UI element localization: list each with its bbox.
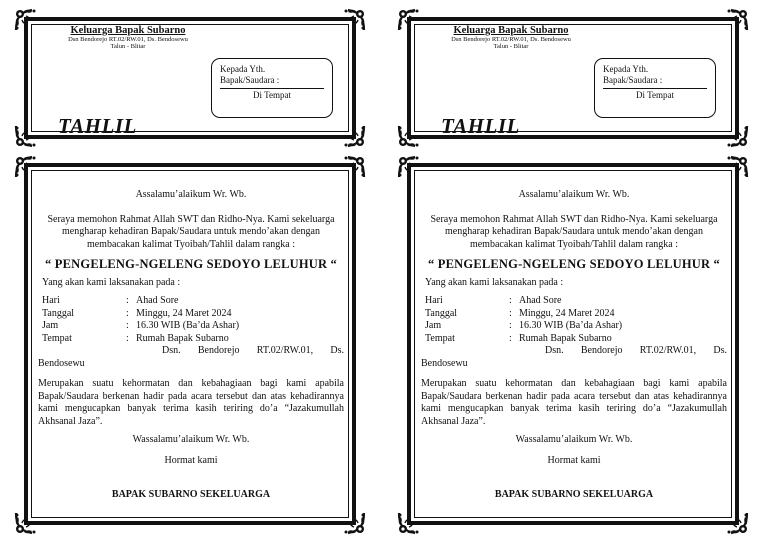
place-label: Di Tempat xyxy=(253,89,291,100)
floral-corner-ornament-icon xyxy=(14,511,38,535)
closing-greeting: Wassalamu’alaikum Wr. Wb. xyxy=(132,434,250,446)
closing-greeting: Wassalamu’alaikum Wr. Wb. xyxy=(515,434,633,446)
event-type-title: TAHLIL xyxy=(441,114,520,138)
floral-corner-ornament-icon xyxy=(397,8,421,32)
recipient-address-box xyxy=(594,58,716,118)
detail-row-place: Tempat : Rumah Bapak Subarno xyxy=(425,332,612,344)
recipient-line xyxy=(603,88,707,89)
invitation-copy-right xyxy=(389,0,761,543)
regards: Hormat kami xyxy=(164,454,218,466)
envelope-panel xyxy=(397,8,749,148)
signature: BAPAK SUBARNO SEKELUARGA xyxy=(494,489,654,501)
intro-paragraph: Seraya memohon Rahmat Allah SWT dan Ridho-Nya. Kami sekeluarga mengharap kehadiran Bapak/Saudara untuk mendo’akan dengan membacakan kalimat Tyoibah/Tahlil dalam rangka : xyxy=(47,213,335,250)
floral-corner-ornament-icon xyxy=(14,155,38,179)
closing-paragraph: Merupakan suatu kehormatan dan kebahagiaan bagi kami apabila Bapak/Saudara berkenan hadir pada acara tersebut dan atas kehadirannya kami mengucapkan banyak terima kasih teriring do’a “Jazakumullah Akhsanal Jaza”. xyxy=(38,378,344,427)
invitation-body xyxy=(38,189,344,502)
address-line: Dsn. Bendorejo RT.02/RW.01, Ds. xyxy=(162,345,344,357)
sender-name: Keluarga Bapak Subarno xyxy=(453,25,569,36)
detail-row-day: Hari : Ahad Sore xyxy=(425,295,562,307)
to-label: Kepada Yth. xyxy=(603,64,649,74)
sender-name: Keluarga Bapak Subarno xyxy=(70,25,186,36)
floral-corner-ornament-icon xyxy=(397,511,421,535)
invite-line: Yang akan kami laksanakan pada : xyxy=(425,276,564,288)
event-type-title: TAHLIL xyxy=(58,114,137,138)
floral-corner-ornament-icon xyxy=(14,124,38,148)
to-label: Kepada Yth. xyxy=(220,64,266,74)
detail-row-time: Jam : 16.30 WIB (Ba’da Ashar) xyxy=(42,320,240,332)
invitation-card xyxy=(397,155,749,535)
recipient-line xyxy=(220,88,324,89)
floral-corner-ornament-icon xyxy=(725,124,749,148)
detail-row-place: Tempat : Rumah Bapak Subarno xyxy=(42,332,229,344)
signature: BAPAK SUBARNO SEKELUARGA xyxy=(111,489,271,501)
recipient-label: Bapak/Saudara : xyxy=(220,74,280,85)
recipient-label: Bapak/Saudara : xyxy=(603,74,663,85)
address-continuation: Bendosewu xyxy=(421,357,468,369)
address-line: Dsn. Bendorejo RT.02/RW.01, Ds. xyxy=(545,345,727,357)
invitation-card xyxy=(14,155,366,535)
floral-corner-ornament-icon xyxy=(397,124,421,148)
closing-paragraph: Merupakan suatu kehormatan dan kebahagiaan bagi kami apabila Bapak/Saudara berkenan hadir pada acara tersebut dan atas kehadirannya kami mengucapkan banyak terima kasih teriring do’a “Jazakumullah Akhsanal Jaza”. xyxy=(421,378,727,427)
intro-paragraph: Seraya memohon Rahmat Allah SWT dan Ridho-Nya. Kami sekeluarga mengharap kehadiran Bapak/Saudara untuk mendo’akan dengan membacakan kalimat Tyoibah/Tahlil dalam rangka : xyxy=(430,213,718,250)
event-details xyxy=(38,295,344,345)
floral-corner-ornament-icon xyxy=(342,8,366,32)
regards: Hormat kami xyxy=(547,454,601,466)
floral-corner-ornament-icon xyxy=(14,8,38,32)
floral-corner-ornament-icon xyxy=(342,511,366,535)
sender-city: Talun - Blitar xyxy=(110,43,146,51)
floral-corner-ornament-icon xyxy=(725,511,749,535)
invite-line: Yang akan kami laksanakan pada : xyxy=(42,276,181,288)
sender-address: Dsn Bendorejo RT.02/RW.01, Ds. Bendosewu xyxy=(68,36,188,43)
detail-row-time: Jam : 16.30 WIB (Ba’da Ashar) xyxy=(425,320,623,332)
invitation-body xyxy=(421,189,727,502)
detail-row-day: Hari : Ahad Sore xyxy=(42,295,179,307)
sender-city: Talun - Blitar xyxy=(493,43,529,51)
envelope-panel xyxy=(14,8,366,148)
event-title: “ PENGELENG-NGELENG SEDOYO LELUHUR “ xyxy=(428,257,720,271)
recipient-address-box xyxy=(211,58,333,118)
floral-corner-ornament-icon xyxy=(725,155,749,179)
detail-row-date: Tanggal : Minggu, 24 Maret 2024 xyxy=(425,307,615,319)
floral-corner-ornament-icon xyxy=(397,155,421,179)
event-title: “ PENGELENG-NGELENG SEDOYO LELUHUR “ xyxy=(45,257,337,271)
event-details xyxy=(421,295,727,345)
invitation-copy-left xyxy=(6,0,378,543)
place-label: Di Tempat xyxy=(636,89,674,100)
floral-corner-ornament-icon xyxy=(725,8,749,32)
sender-address: Dsn Bendorejo RT.02/RW.01, Ds. Bendosewu xyxy=(451,36,571,43)
address-continuation: Bendosewu xyxy=(38,357,85,369)
floral-corner-ornament-icon xyxy=(342,155,366,179)
sender-block xyxy=(48,25,208,51)
sender-block xyxy=(431,25,591,51)
detail-row-date: Tanggal : Minggu, 24 Maret 2024 xyxy=(42,307,232,319)
greeting: Assalamu’alaikum Wr. Wb. xyxy=(518,189,630,200)
greeting: Assalamu’alaikum Wr. Wb. xyxy=(135,189,247,200)
floral-corner-ornament-icon xyxy=(342,124,366,148)
